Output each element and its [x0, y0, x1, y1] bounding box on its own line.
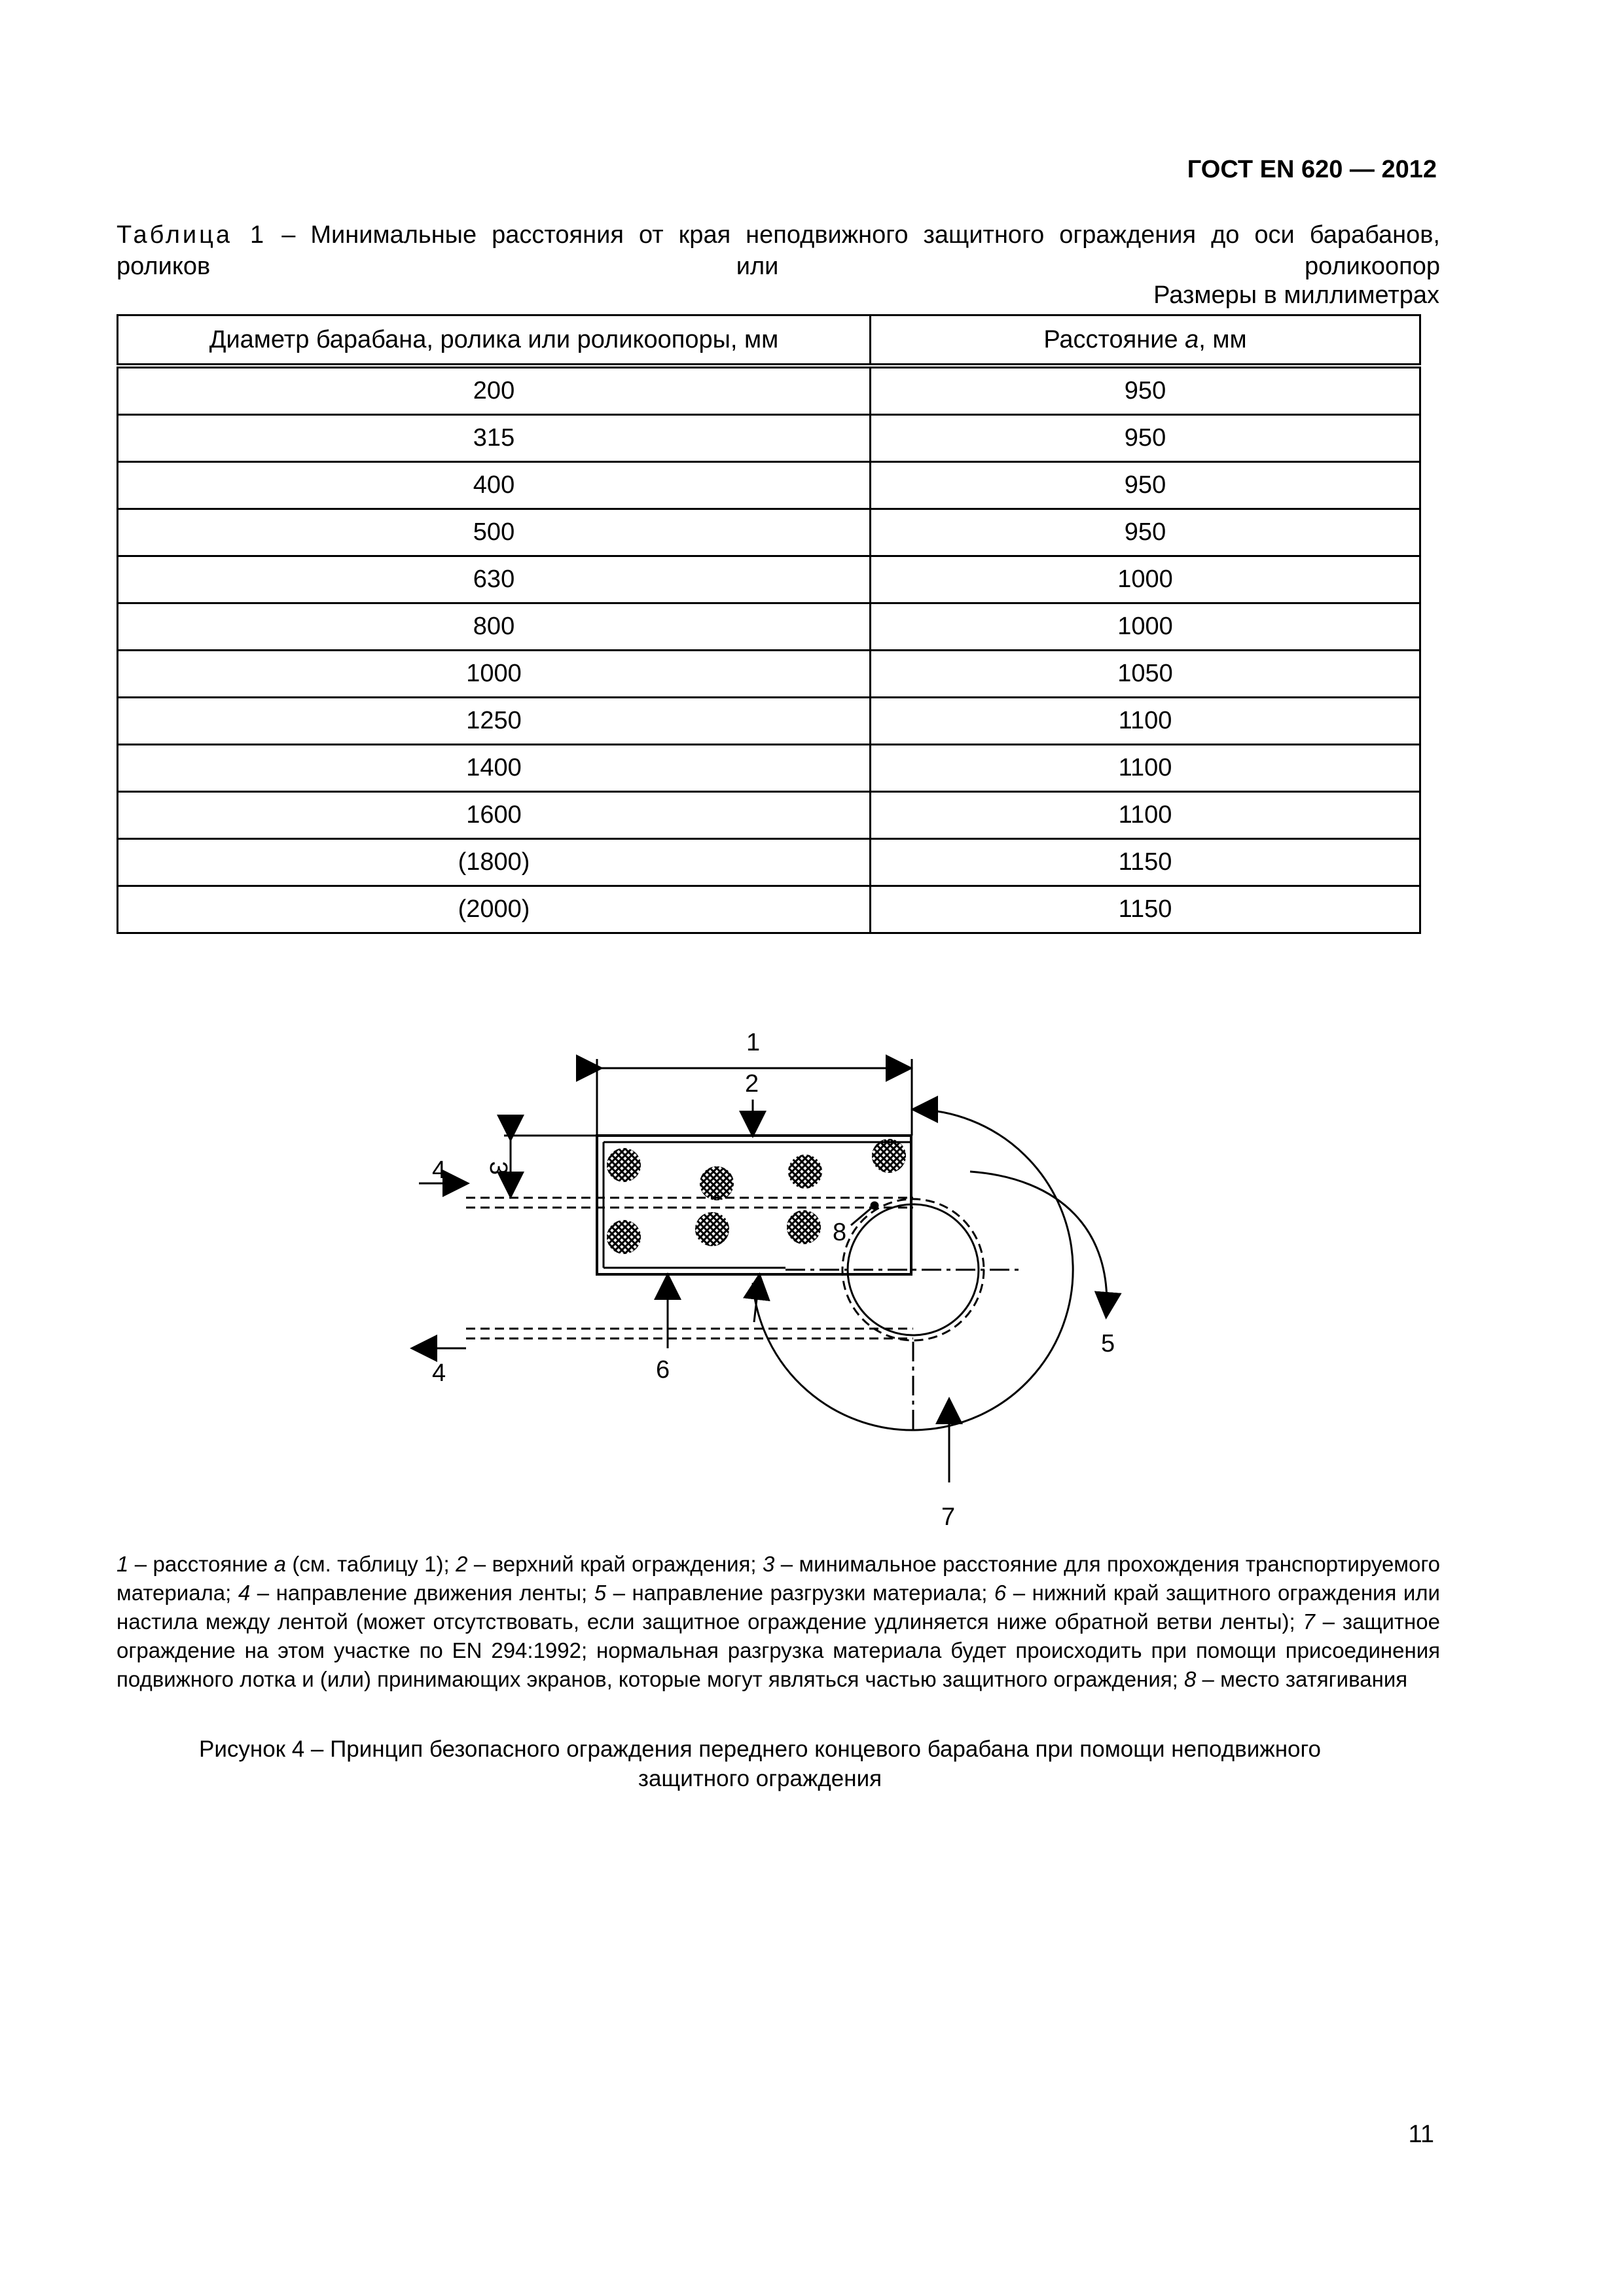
table-cell: 1000 [871, 603, 1420, 651]
legend-text: – верхний край ограждения; [467, 1552, 763, 1576]
discharge-arrow [970, 1172, 1107, 1316]
legend-num: 2 [456, 1552, 468, 1576]
legend-text: (см. таблицу 1); [285, 1552, 456, 1576]
table-cell: 800 [118, 603, 871, 651]
label-2: 2 [745, 1070, 759, 1098]
table-cell: 1100 [871, 745, 1420, 792]
legend-num: 6 [994, 1581, 1007, 1605]
legend-text: – защитное ограждение на этом участке по EN 294:1992; нормальная разгрузка материала будет происходить при помощи присоединения подвижного лотка и (или) принимающих экранов, которые могут являться частью защитного ограждения; [117, 1609, 1440, 1691]
header-a-suffix: , мм [1199, 325, 1247, 353]
label-7: 7 [941, 1503, 956, 1531]
table-caption-text: – Минимальные расстояния от края неподвижного защитного ограждения до оси барабанов, роликов или роликоопор [117, 221, 1440, 280]
table-cell: 950 [871, 462, 1420, 509]
figure-caption: Рисунок 4 – Принцип безопасного ограждения переднего концевого барабана при помощи неподвижного защитного ограждения [199, 1736, 1321, 1791]
legend-text: – направление разгрузки материала; [606, 1581, 994, 1605]
label-4-top: 4 [432, 1157, 446, 1184]
table-cell: 1100 [871, 698, 1420, 745]
table-cell: 1150 [871, 839, 1420, 886]
label-5: 5 [1101, 1330, 1115, 1357]
table-cell: (2000) [118, 886, 871, 933]
guard-box [597, 1136, 911, 1274]
label-3: 3 [484, 1161, 512, 1175]
label-1: 1 [746, 1029, 761, 1056]
header-a-var: a [1185, 325, 1199, 353]
table-cell: 630 [118, 556, 871, 603]
nip-point-pointer [851, 1202, 878, 1225]
label-8: 8 [833, 1219, 847, 1246]
table-cell: 1600 [118, 792, 871, 839]
table-cell: 950 [871, 366, 1420, 415]
legend-text: – нижний край защитного ограждения или настила между лентой (может отсутствовать, если защитное ограждение удлиняется ниже обратной ветви ленты); [117, 1581, 1440, 1634]
table-cell: 1000 [871, 556, 1420, 603]
table-cell: 1400 [118, 745, 871, 792]
table-cell: 315 [118, 415, 871, 462]
table-cell: 1000 [118, 651, 871, 698]
legend-num: 5 [594, 1581, 607, 1605]
table-cell: 1250 [118, 698, 871, 745]
units-note: Размеры в миллиметрах [1153, 281, 1439, 309]
label-6: 6 [656, 1356, 670, 1384]
legend-text: – место затягивания [1196, 1667, 1408, 1691]
table-cell: 500 [118, 509, 871, 556]
legend-num: 1 [117, 1552, 129, 1576]
label-4-bottom: 4 [432, 1359, 446, 1387]
legend-var: a [274, 1552, 286, 1576]
legend-num: 7 [1303, 1609, 1315, 1634]
legend-num: 8 [1184, 1667, 1197, 1691]
standard-header: ГОСТ EN 620 — 2012 [1187, 156, 1437, 183]
table-cell: (1800) [118, 839, 871, 886]
column-header-diameter: Диаметр барабана, ролика или роликоопоры, мм [118, 315, 871, 367]
table-cell: 950 [871, 509, 1420, 556]
legend-num: 3 [762, 1552, 775, 1576]
table-cell: 950 [871, 415, 1420, 462]
page-number: 11 [1408, 2121, 1434, 2148]
header-a-prefix: Расстояние [1043, 325, 1185, 353]
table-cell: 1050 [871, 651, 1420, 698]
figure-legend [117, 1550, 1440, 1694]
legend-num: 4 [238, 1581, 251, 1605]
table-cell: 1100 [871, 792, 1420, 839]
legend-text: – минимальное расстояние для прохождения транспортируемого материала; [117, 1552, 1441, 1605]
table-cell: 200 [118, 366, 871, 415]
material-hatching [607, 1139, 906, 1254]
table-cell: 1150 [871, 886, 1420, 933]
legend-text: – направление движения ленты; [250, 1581, 594, 1605]
legend-text: – расстояние [128, 1552, 274, 1576]
table-caption-prefix: Таблица 1 [117, 221, 267, 249]
table-cell: 400 [118, 462, 871, 509]
dimension-3 [504, 1136, 597, 1195]
